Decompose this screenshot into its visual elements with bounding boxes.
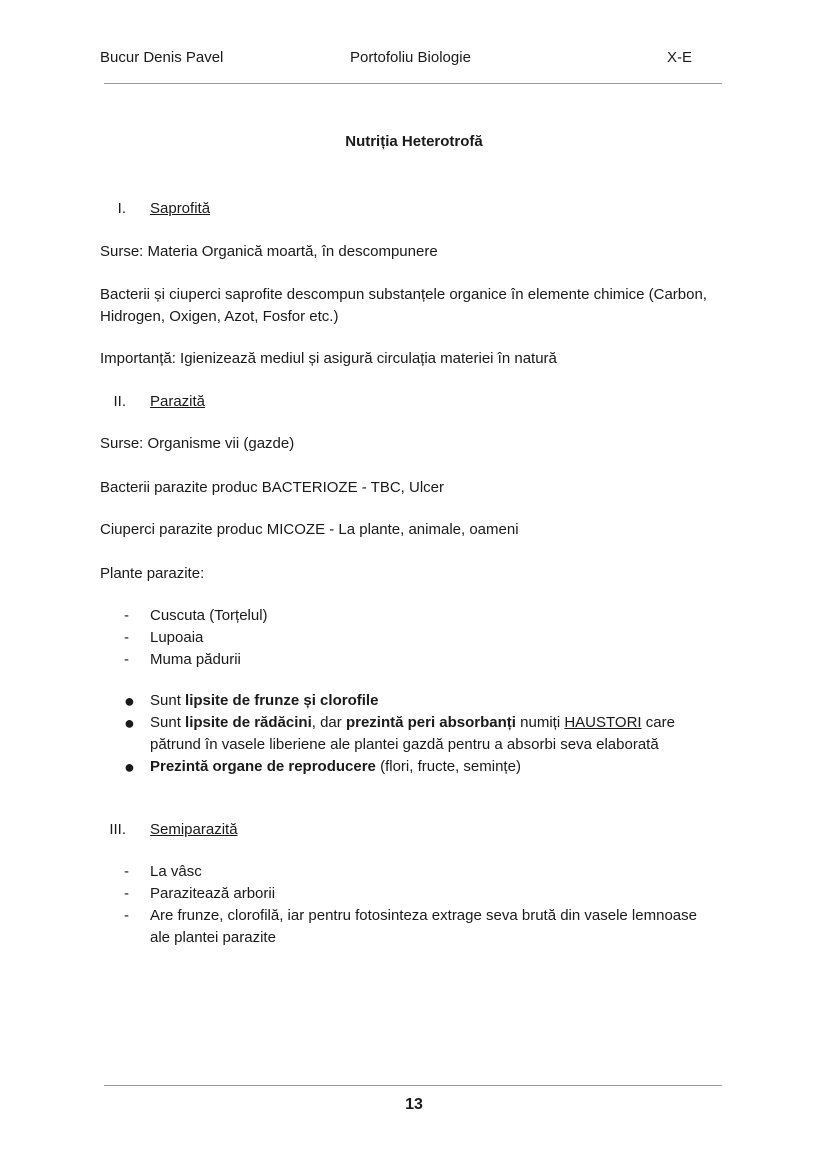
section-number: II. xyxy=(113,393,126,410)
list-item: - Cuscuta (Torțelul) xyxy=(100,605,720,627)
saprofita-sources: Surse: Materia Organică moartă, în descompunere xyxy=(100,243,438,260)
dash-marker: - xyxy=(124,863,129,880)
saprofita-importance: Importanță: Igienizează mediul și asigură circulația materiei în natură xyxy=(100,350,557,367)
header-divider xyxy=(104,83,722,84)
haustori-term: HAUSTORI xyxy=(564,714,642,731)
section-number: I. xyxy=(117,200,126,217)
list-item: - Lupoaia xyxy=(100,627,720,649)
bullet-marker: ● xyxy=(124,757,135,777)
page-number: 13 xyxy=(405,1096,423,1113)
parazita-plants-intro: Plante parazite: xyxy=(100,565,205,582)
semiparasitic-list xyxy=(100,861,720,949)
header-author: Bucur Denis Pavel xyxy=(100,49,224,66)
saprofita-description: Bacterii și ciuperci saprofite descompun substanțele organice în elemente chimice (Carbon, Hidrogen, Oxigen, Azot, Fosfor etc.) xyxy=(100,286,707,325)
page-header xyxy=(100,49,692,71)
dash-marker: - xyxy=(124,651,129,668)
list-item: - Are frunze, clorofilă, iar pentru fotosinteza extrage seva brută din vasele lemnoase ale plantei parazite xyxy=(124,907,697,946)
parazita-fungi: Ciuperci parazite produc MICOZE - La plante, animale, oameni xyxy=(100,521,519,538)
page-title: Nutriția Heterotrofă xyxy=(345,133,483,150)
list-item: ● Sunt lipsite de frunze și clorofile xyxy=(124,691,379,711)
dash-marker: - xyxy=(124,885,129,902)
header-subject: Portofoliu Biologie xyxy=(350,49,471,66)
list-item: - Parazitează arborii xyxy=(100,883,720,905)
bullet-marker: ● xyxy=(124,691,135,711)
parazita-sources: Surse: Organisme vii (gazde) xyxy=(100,435,295,452)
parasitic-traits-list xyxy=(100,690,720,778)
bullet-marker: ● xyxy=(124,713,135,733)
list-item: ● Sunt lipsite de rădăcini, dar prezintă peri absorbanți numiți HAUSTORI care pătrund în vasele liberiene ale plantei gazdă pentru a absorbi seva elaborată xyxy=(124,713,675,753)
dash-marker: - xyxy=(124,607,129,624)
parasitic-plants-list xyxy=(100,605,720,671)
dash-marker: - xyxy=(124,907,129,924)
list-item: ● Prezintă organe de reproducere (flori, fructe, semințe) xyxy=(124,757,521,777)
list-item: - Muma pădurii xyxy=(100,649,720,671)
section-label: Semiparazită xyxy=(150,821,238,838)
section-label: Saprofită xyxy=(150,200,211,217)
list-item: - La vâsc xyxy=(100,861,720,883)
header-class: X-E xyxy=(666,49,692,66)
section-label: Parazită xyxy=(150,393,206,410)
section-number: III. xyxy=(109,821,126,838)
dash-marker: - xyxy=(124,629,129,646)
footer-divider xyxy=(104,1085,722,1086)
parazita-bacteria: Bacterii parazite produc BACTERIOZE - TBC, Ulcer xyxy=(100,479,444,496)
